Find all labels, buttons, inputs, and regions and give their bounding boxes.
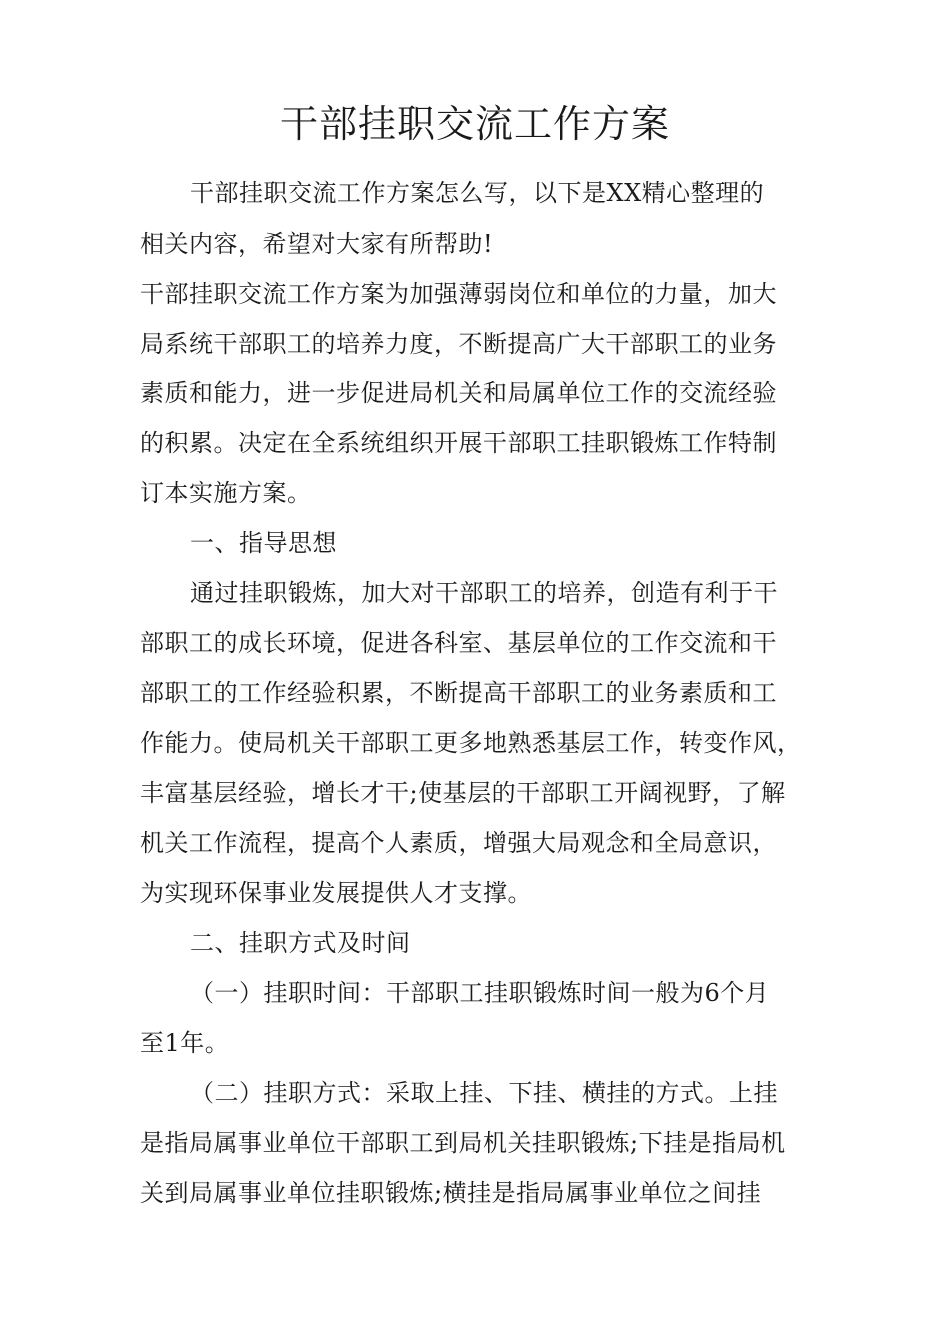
body-line: 是指局属事业单位干部职工到局机关挂职锻炼;下挂是指局机 bbox=[140, 1129, 786, 1157]
body-line: 作能力。使局机关干部职工更多地熟悉基层工作，转变作风， bbox=[140, 729, 802, 757]
body-line: 部职工的工作经验积累，不断提高干部职工的业务素质和工 bbox=[140, 679, 777, 707]
intro-line-1: 干部挂职交流工作方案怎么写，以下是XX精心整理的 bbox=[190, 179, 765, 207]
body-line: 订本实施方案。 bbox=[140, 479, 312, 507]
body-line: （二）挂职方式：采取上挂、下挂、横挂的方式。上挂 bbox=[190, 1079, 778, 1107]
body-line: 部职工的成长环境，促进各科室、基层单位的工作交流和干 bbox=[140, 629, 777, 657]
body-line: 通过挂职锻炼，加大对干部职工的培养，创造有利于干 bbox=[190, 579, 778, 607]
intro-line-2: 相关内容，希望对大家有所帮助! bbox=[140, 230, 494, 258]
body-line: 干部挂职交流工作方案为加强薄弱岗位和单位的力量，加大 bbox=[140, 280, 777, 308]
body-line: 素质和能力，进一步促进局机关和局属单位工作的交流经验 bbox=[140, 379, 777, 407]
section-heading-2: 二、挂职方式及时间 bbox=[190, 929, 411, 957]
body-line: 的积累。决定在全系统组织开展干部职工挂职锻炼工作特制 bbox=[140, 429, 777, 457]
document-title: 干部挂职交流工作方案 bbox=[279, 102, 670, 146]
body-line: （一）挂职时间：干部职工挂职锻炼时间一般为6个月 bbox=[190, 979, 770, 1007]
section-heading-1: 一、指导思想 bbox=[190, 529, 337, 557]
body-line: 丰富基层经验，增长才干;使基层的干部职工开阔视野，了解 bbox=[140, 779, 786, 807]
body-line: 至1年。 bbox=[140, 1029, 230, 1057]
body-line: 为实现环保事业发展提供人才支撑。 bbox=[140, 879, 532, 907]
body-line: 机关工作流程，提高个人素质，增强大局观念和全局意识， bbox=[140, 829, 777, 857]
body-line: 关到局属事业单位挂职锻炼;横挂是指局属事业单位之间挂 bbox=[140, 1179, 762, 1207]
body-line: 局系统干部职工的培养力度，不断提高广大干部职工的业务 bbox=[140, 330, 777, 358]
